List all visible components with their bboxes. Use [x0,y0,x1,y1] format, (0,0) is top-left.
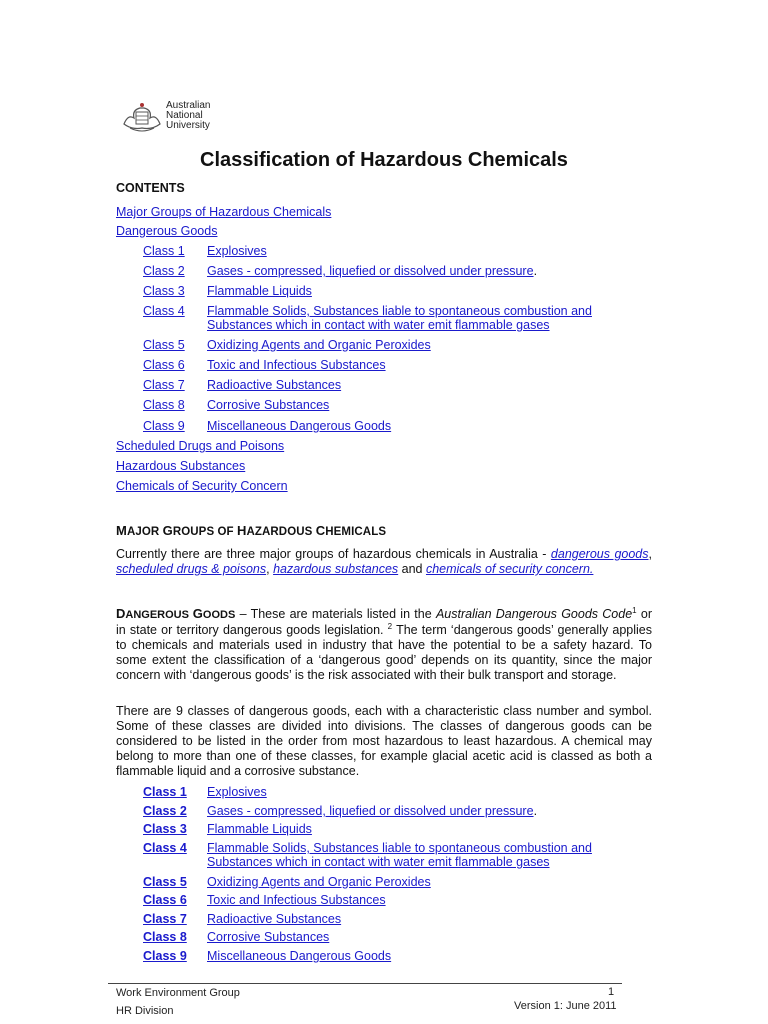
class-description-continued[interactable]: Substances which in contact with water emit flammable gases [207,855,550,869]
toc-class-row[interactable] [143,398,329,412]
class-list-row[interactable] [143,875,431,889]
class-description[interactable]: Toxic and Infectious Substances [207,893,386,907]
class-number[interactable]: Class 1 [143,785,187,799]
class-description[interactable]: Flammable Liquids [207,284,312,298]
class-number[interactable]: Class 4 [143,841,187,855]
dangerous-goods-lead: DANGEROUS GOODS [116,606,236,621]
class-description[interactable]: Explosives [207,785,267,799]
toc-class-row[interactable] [143,358,386,372]
class-list-row[interactable] [143,822,312,836]
class-description[interactable]: Radioactive Substances [207,912,342,926]
class-description[interactable]: Flammable Solids, Substances liable to spontaneous combustion and [207,304,592,318]
class-list-row[interactable]: Class 2 Gases - compressed, liquefied or dissolved under pressure. [143,804,538,818]
footer-version: Version 1: June 2011 [514,1000,617,1012]
footnote-ref-2[interactable]: 2 [387,621,393,631]
link-dangerous-goods[interactable]: dangerous goods [550,547,649,561]
class-number[interactable]: Class 6 [143,358,185,372]
class-number[interactable]: Class 9 [143,419,185,433]
class-description[interactable]: Miscellaneous Dangerous Goods [207,419,392,433]
toc-class-row[interactable] [143,338,431,352]
anu-logo [122,100,222,136]
class-description[interactable]: Explosives [207,244,267,258]
toc-link-major-groups[interactable]: Major Groups of Hazardous Chemicals [116,205,332,219]
toc-class-row[interactable] [143,304,592,332]
logo-text [166,101,210,131]
class-description[interactable]: Oxidizing Agents and Organic Peroxides [207,338,431,352]
class-number[interactable]: Class 9 [143,949,187,963]
class-description[interactable]: Oxidizing Agents and Organic Peroxides [207,875,431,889]
class-list-row[interactable] [143,949,391,963]
class-list-row[interactable] [143,912,341,926]
class-list-row[interactable] [143,893,386,907]
major-groups-paragraph: Currently there are three major groups of hazardous chemicals in Australia - dangerous goods, scheduled drugs & poisons, hazardous substances and chemicals of security concern. [116,547,652,576]
class-number[interactable]: Class 2 [143,264,185,278]
class-suffix: . [533,264,538,278]
logo-line-1: Australian [166,100,211,111]
class-number[interactable]: Class 7 [143,378,185,392]
class-number[interactable]: Class 8 [143,930,187,944]
contents-heading: CONTENTS [116,181,185,195]
toc-link-security-concern[interactable]: Chemicals of Security Concern [116,479,288,493]
class-number[interactable]: Class 5 [143,875,187,889]
class-number[interactable]: Class 4 [143,304,185,318]
class-description[interactable]: Corrosive Substances [207,398,330,412]
class-number[interactable]: Class 2 [143,804,187,818]
toc-link-scheduled-drugs[interactable]: Scheduled Drugs and Poisons [116,439,285,453]
footnote-ref-1[interactable]: 1 [632,605,637,615]
class-description[interactable]: Flammable Liquids [207,822,312,836]
class-number[interactable]: Class 5 [143,338,185,352]
logo-line-2: National [166,110,203,121]
class-description[interactable]: Toxic and Infectious Substances [207,358,386,372]
logo-line-3: University [166,120,210,131]
toc-class-row[interactable] [143,284,312,298]
toc-class-row[interactable] [143,419,391,433]
class-number[interactable]: Class 7 [143,912,187,926]
footer-group: Work Environment Group [116,987,240,999]
class-number[interactable]: Class 3 [143,284,185,298]
class-list-row[interactable] [143,785,267,799]
toc-class-row[interactable] [143,244,267,258]
footer-division: HR Division [116,1005,174,1017]
footer-divider [108,983,622,984]
class-description[interactable]: Flammable Solids, Substances liable to spontaneous combustion and [207,841,592,855]
toc-class-row[interactable] [143,378,341,392]
class-description[interactable]: Gases - compressed, liquefied or dissolved under pressure [207,804,534,818]
toc-link-dangerous-goods[interactable]: Dangerous Goods [116,224,218,238]
adg-code-title: Australian Dangerous Goods Code [435,607,633,621]
class-description[interactable]: Radioactive Substances [207,378,342,392]
toc-class-row[interactable] [143,264,537,278]
link-security-concern[interactable]: chemicals of security concern. [425,562,594,576]
class-description[interactable]: Miscellaneous Dangerous Goods [207,949,392,963]
link-scheduled-drugs[interactable]: scheduled drugs & poisons [116,562,267,576]
class-list-row[interactable] [143,930,329,944]
class-number[interactable]: Class 3 [143,822,187,836]
page-title: Classification of Hazardous Chemicals [200,149,568,171]
page-number: 1 [608,986,615,998]
major-groups-heading: MAJOR GROUPS OF HAZARDOUS CHEMICALS [116,523,387,538]
class-description-continued[interactable]: Substances which in contact with water emit flammable gases [207,318,550,332]
toc-link-hazardous-substances[interactable]: Hazardous Substances [116,459,246,473]
class-description[interactable]: Corrosive Substances [207,930,330,944]
class-number[interactable]: Class 6 [143,893,187,907]
dangerous-goods-paragraph: DANGEROUS GOODS – These are materials listed in the Australian Dangerous Goods Code$^1$ or in state or territory dangerous goods legislation. $^2$ The term ‘dangerous goods’ generally applies to chemicals and materials used in industry that have the potential to be a safety hazard. To some extent the classification of a ‘dangerous good’ depends on its quantity, since the major concern with ‘dangerous goods’ is the risk associated with their bulk transport and storage. [116,605,652,682]
classes-paragraph: There are 9 classes of dangerous goods, each with a characteristic class number and symbol. Some of these classes are divided into divisions. The classes of dangerous goods can be considered to be listed in the order from most hazardous to least hazardous. A chemical may belong to more than one of these classes, for example glacial acetic acid is classed as both a flammable liquid and a corrosive substance. [116,704,652,778]
class-list-row[interactable] [143,841,592,869]
class-description[interactable]: Gases - compressed, liquefied or dissolved under pressure [207,264,534,278]
class-number[interactable]: Class 1 [143,244,185,258]
link-hazardous-substances[interactable]: hazardous substances [273,562,399,576]
class-number[interactable]: Class 8 [143,398,185,412]
anu-crest-icon [122,100,162,134]
